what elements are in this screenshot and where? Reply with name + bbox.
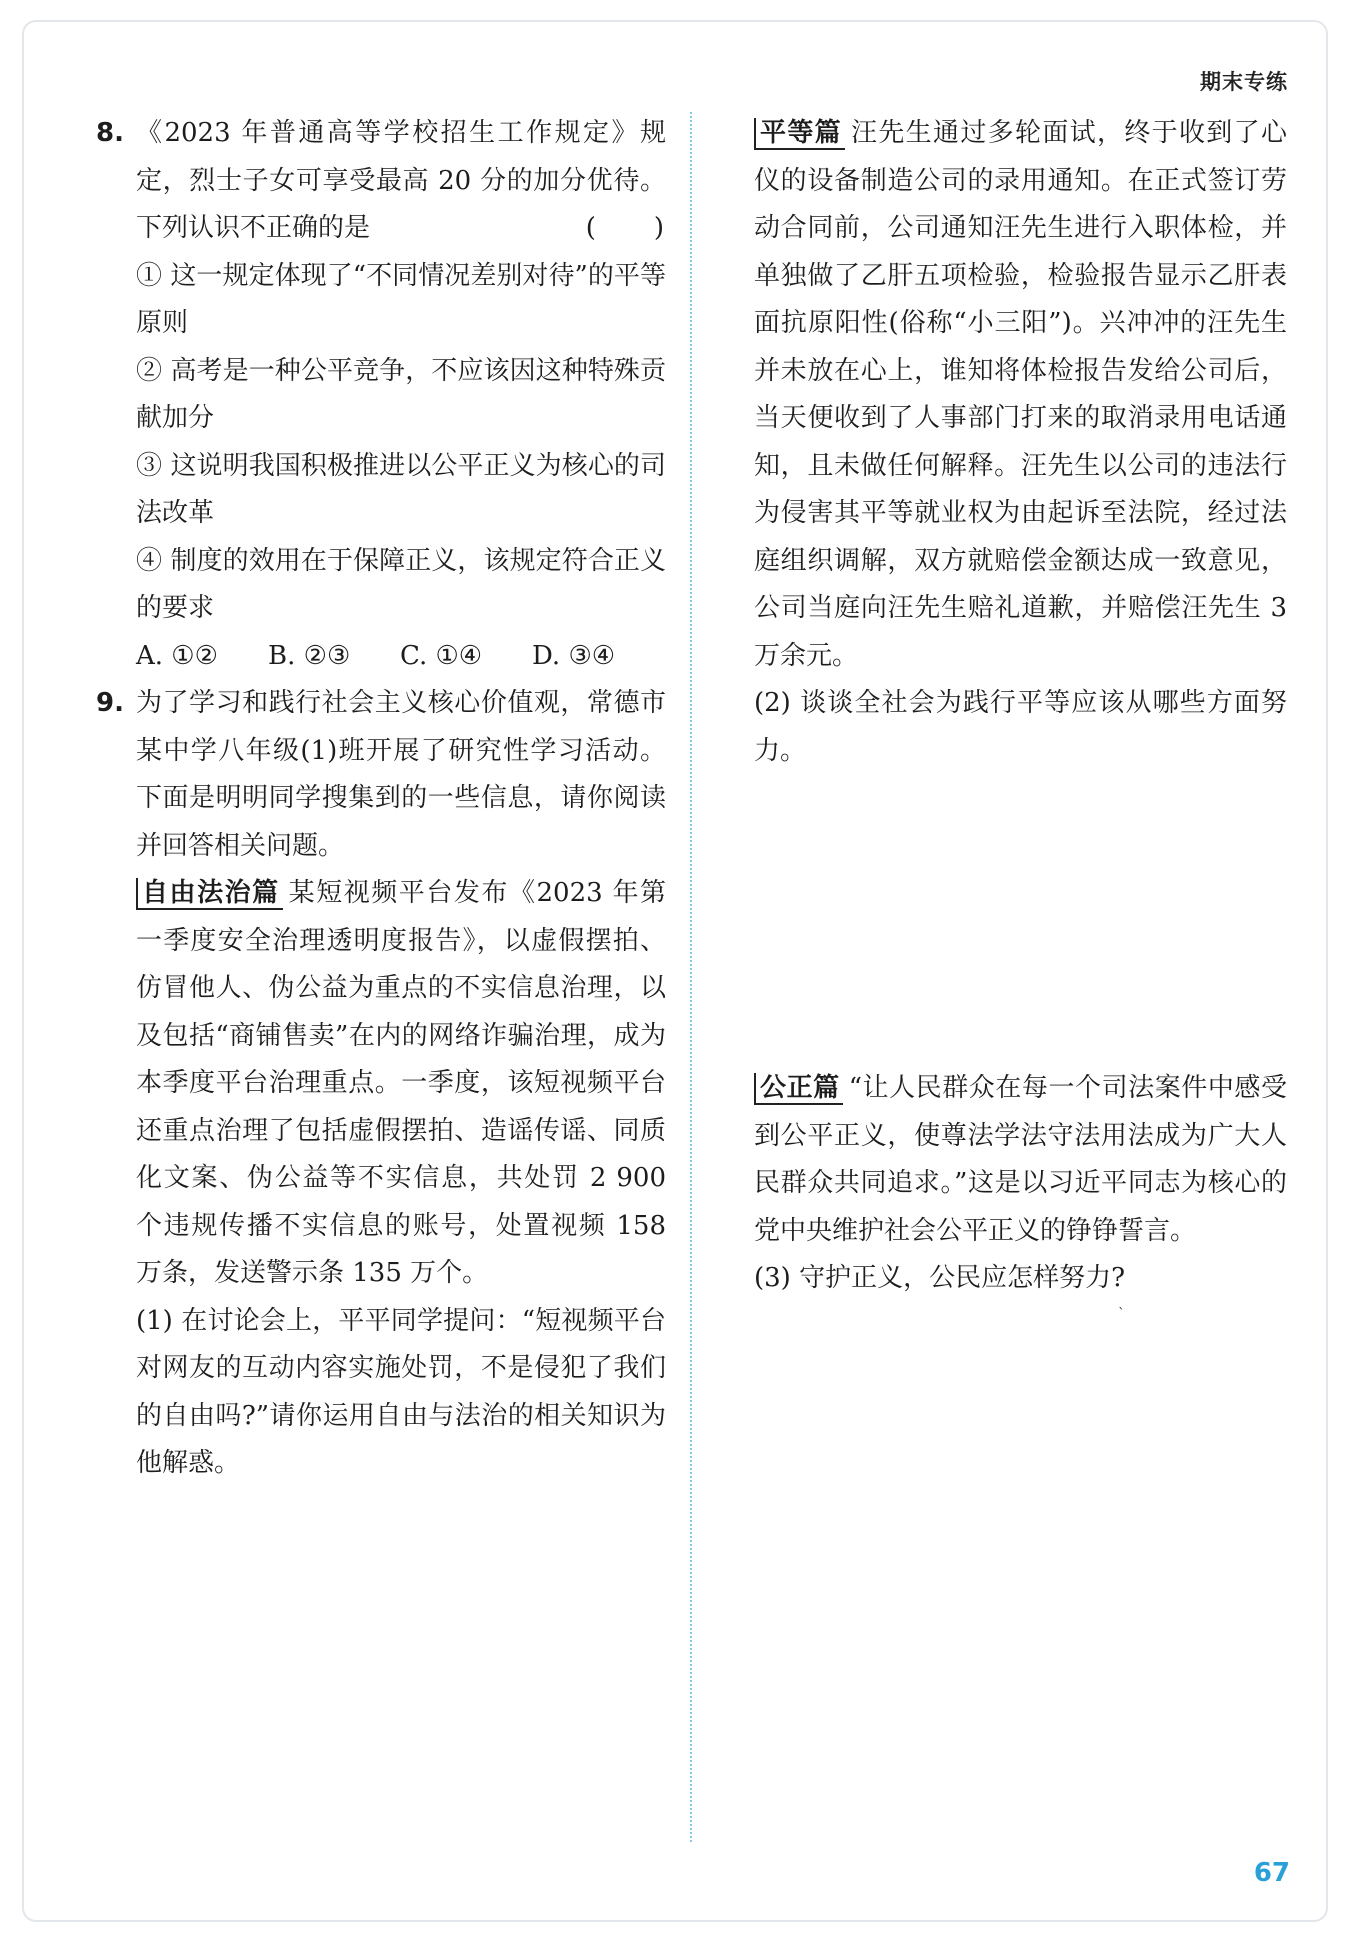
section-text: 某短视频平台发布《2023 年第一季度安全治理透明度报告》，以虚假摆拍、仿冒他人、伪公益为重点的不实信息治理，以及包括“商铺售卖”在内的网络诈骗治理，成为本季度平台治理重点。一季度，该短视频平台还重点治理了包括虚假摆拍、造谣传谣、同质化文案、伪公益等不实信息，共处罚 2 900 个违规传播不实信息的账号，处置视频 158 万条，发送警示条 135 万个。 [136, 878, 666, 1288]
answer-options [136, 633, 666, 681]
option-b[interactable]: B. ②③ [268, 640, 351, 671]
sub-question-3: (3) 守护正义，公民应怎样努力? [754, 1263, 1126, 1293]
answer-blank[interactable]: ( ) [585, 213, 666, 243]
question-number: 9. [96, 688, 124, 718]
question-stem: 《2023 年普通高等学校招生工作规定》规定，烈士子女可享受最高 20 分的加分优待。下列认识不正确的是 ( ) [136, 110, 666, 253]
section-tag: 公正篇 [754, 1073, 843, 1105]
answer-space[interactable] [754, 775, 1287, 1065]
section-tag: 自由法治篇 [136, 878, 283, 910]
section-tag: 平等篇 [754, 118, 845, 150]
section-text: “让人民群众在每一个司法案件中感受到公平正义，使尊法学法守法用法成为广大人民群众共同追求。”这是以习近平同志为核心的党中央维护社会公平正义的铮铮誓言。 [754, 1073, 1287, 1246]
option-a[interactable]: A. ①② [136, 640, 218, 671]
question-8 [96, 110, 666, 680]
section-justice [754, 1065, 1287, 1255]
stray-mark: ` [1118, 1306, 1125, 1322]
page-number: 67 [1253, 1858, 1290, 1888]
question-stem: 为了学习和践行社会主义核心价值观，常德市某中学八年级(1)班开展了研究性学习活动。下面是明明同学搜集到的一些信息，请你阅读并回答相关问题。 [136, 688, 666, 861]
question-9 [96, 680, 666, 1488]
section-freedom-rule-of-law [136, 870, 666, 1298]
option-d[interactable]: D. ③④ [532, 640, 616, 671]
option-c[interactable]: C. ①④ [400, 640, 483, 671]
section-equality [754, 110, 1287, 680]
right-column [754, 110, 1287, 1303]
question-number: 8. [96, 118, 124, 148]
statement-1: ① 这一规定体现了“不同情况差别对待”的平等原则 [136, 260, 666, 338]
statement-3: ③ 这说明我国积极推进以公平正义为核心的司法改革 [136, 450, 666, 528]
left-column [96, 110, 666, 1488]
sub-question-1: (1) 在讨论会上，平平同学提问：“短视频平台对网友的互动内容实施处罚，不是侵犯了我们的自由吗?”请你运用自由与法治的相关知识为他解惑。 [136, 1305, 666, 1478]
statement-4: ④ 制度的效用在于保障正义，该规定符合正义的要求 [136, 545, 666, 623]
column-divider [690, 112, 692, 1842]
sub-question-2: (2) 谈谈全社会为践行平等应该从哪些方面努力。 [754, 688, 1287, 766]
section-header: 期末专练 [1200, 70, 1288, 94]
section-text: 汪先生通过多轮面试，终于收到了心仪的设备制造公司的录用通知。在正式签订劳动合同前，公司通知汪先生进行入职体检，并单独做了乙肝五项检验，检验报告显示乙肝表面抗原阳性(俗称“小三阳”)。兴冲冲的汪先生并未放在心上，谁知将体检报告发给公司后，当天便收到了人事部门打来的取消录用电话通知，且未做任何解释。汪先生以公司的违法行为侵害其平等就业权为由起诉至法院，经过法庭组织调解，双方就赔偿金额达成一致意见，公司当庭向汪先生赔礼道歉，并赔偿汪先生 3 万余元。 [754, 118, 1287, 671]
statement-2: ② 高考是一种公平竞争，不应该因这种特殊贡献加分 [136, 355, 666, 433]
